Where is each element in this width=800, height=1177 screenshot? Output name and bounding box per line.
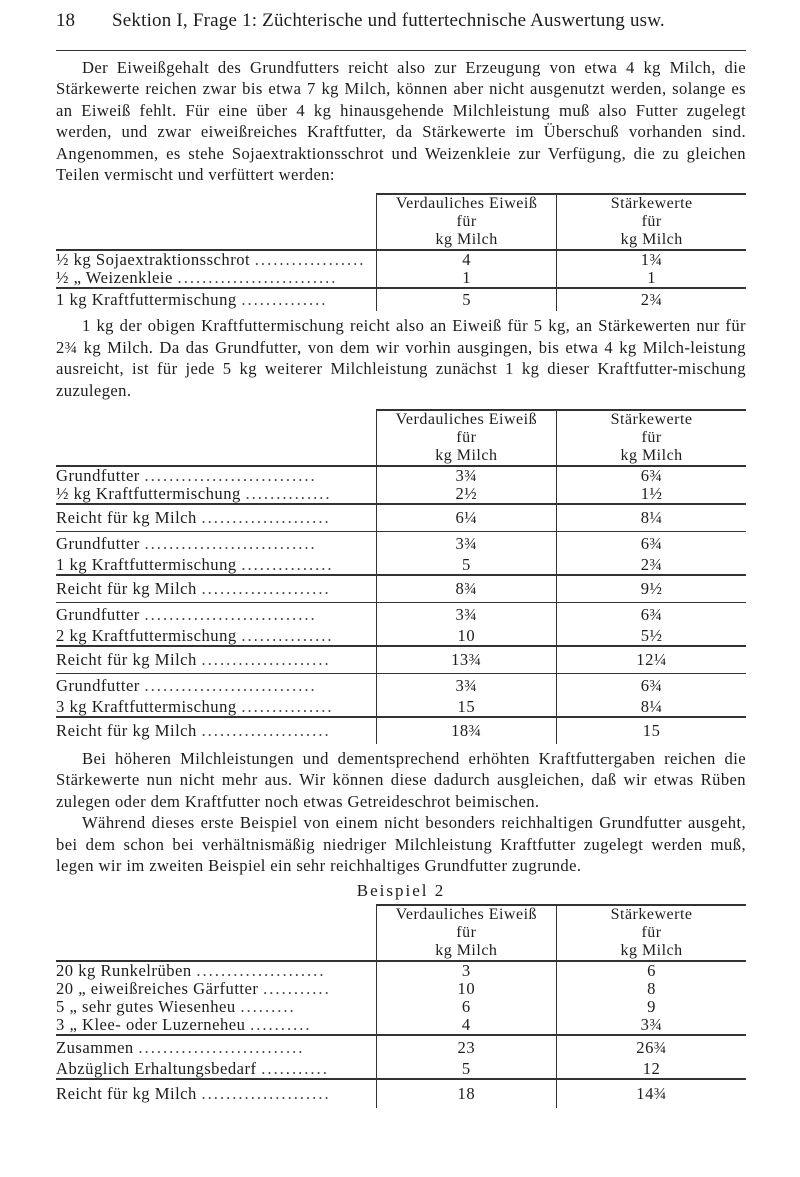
table-row: 20 kg Runkelrüben ..................... 3 6 (56, 961, 746, 980)
paragraph-3: Bei höheren Milchleistungen und dementsprechend erhöhten Kraftfuttergaben reichen die Stärkewerte nun nicht mehr aus. Wir können diese dadurch ausgleichen, daß wir etwas Rüben zulegen oder dem Kraftfutter noch etwas Getreideschrot beimischen. (56, 749, 746, 811)
col-header-staerke: Stärkewerte für kg Milch (557, 410, 746, 466)
table-total-row: Reicht für kg Milch ..................... 18¾ 15 (56, 717, 746, 744)
table-row: Grundfutter ............................ 3¾ 6¾ (56, 532, 746, 557)
page-number: 18 (56, 10, 75, 31)
table-kraftfuttermischung (56, 193, 746, 311)
table-kraftfutter-zulage (56, 409, 746, 744)
paragraph-4: Während dieses erste Beispiel von einem nicht besonders reichhaltigen Grundfutter ausgeht, bei dem schon bei verhältnismäßig niedriger Milchleistung Kraftfutter zugelegt werden muß, legen wir im zweiten Beispiel ein sehr reichhaltiges Grundfutter zugrunde. (56, 813, 746, 876)
table-total-row: Reicht für kg Milch ..................... 13¾ 12¼ (56, 646, 746, 674)
table-row: ½ „ Weizenkleie .......................... 1 1 (56, 269, 746, 288)
table-row: 2 kg Kraftfuttermischung ............... 10 5½ (56, 627, 746, 646)
page (56, 10, 746, 1108)
table-row: Abzüglich Erhaltungsbedarf ........... 5 12 (56, 1060, 746, 1079)
col-header-eiweiss: Verdauliches Eiweiß für kg Milch (376, 410, 557, 466)
col-header-eiweiss: Verdauliches Eiweiß für kg Milch (376, 194, 557, 250)
running-title: Sektion I, Frage 1: Züchterische und futtertechnische Auswertung usw. (112, 10, 665, 31)
beispiel-heading: Beispiel 2 (356, 880, 446, 900)
table-row: ½ kg Kraftfuttermischung .............. 2½ 1½ (56, 485, 746, 504)
paragraph-2: 1 kg der obigen Kraftfuttermischung reicht also an Eiweiß für 5 kg, an Stärkewerten nur für 2¾ kg Milch. Da das Grundfutter, von dem wir vorhin ausgingen, bis etwa 4 kg Milch-leistung ausreicht, ist für jede 5 kg weiterer Milchleistung zunächst 1 kg dieser Kraftfutter-mischung zuzulegen. (56, 316, 746, 400)
table-row: Grundfutter ............................ 3¾ 6¾ (56, 603, 746, 628)
table-row: 5 „ sehr gutes Wiesenheu ......... 6 9 (56, 998, 746, 1016)
col-header-eiweiss: Verdauliches Eiweiß für kg Milch (376, 905, 557, 961)
table-total-row: Reicht für kg Milch ..................... 8¾ 9½ (56, 575, 746, 603)
running-header (56, 10, 746, 51)
table-subtotal-row: Zusammen ........................... 23 26¾ (56, 1035, 746, 1060)
table-row: 1 kg Kraftfuttermischung ............... 5 2¾ (56, 556, 746, 575)
col-header-staerke: Stärkewerte für kg Milch (557, 905, 746, 961)
table-total-row: Reicht für kg Milch ..................... 18 14¾ (56, 1079, 746, 1108)
table-total-row: 1 kg Kraftfuttermischung .............. 5 2¾ (56, 288, 746, 311)
paragraph-1: Der Eiweißgehalt des Grundfutters reicht also zur Erzeugung von etwa 4 kg Milch, die Stärkewerte reichen zwar bis etwa 7 kg Milch, können aber nicht ausgenutzt werden, solange es an Eiweiß fehlt. Für eine über 4 kg hinausgehende Milchleistung muß also Futter zugelegt werden, und zwar eiweißreiches Kraftfutter, da Stärkewerte im Überschuß vorhanden sind. Angenommen, es stehe Sojaextraktionsschrot und Weizenkleie zur Verfügung, die zu gleichen Teilen vermischt und verfüttert werden: (56, 58, 746, 185)
table-row: 3 „ Klee- oder Luzerneheu .......... 4 3¾ (56, 1016, 746, 1035)
table-row: 20 „ eiweißreiches Gärfutter ........... 10 8 (56, 980, 746, 998)
table-beispiel-2 (56, 904, 746, 1108)
table-row: Grundfutter ............................ 3¾ 6¾ (56, 466, 746, 485)
table-row: Grundfutter ............................ 3¾ 6¾ (56, 674, 746, 699)
col-header-staerke: Stärkewerte für kg Milch (557, 194, 746, 250)
table-total-row: Reicht für kg Milch ..................... 6¼ 8¼ (56, 504, 746, 532)
table-row: ½ kg Sojaextraktionsschrot .................. 4 1¾ (56, 250, 746, 269)
table-row: 3 kg Kraftfuttermischung ............... 15 8¼ (56, 698, 746, 717)
